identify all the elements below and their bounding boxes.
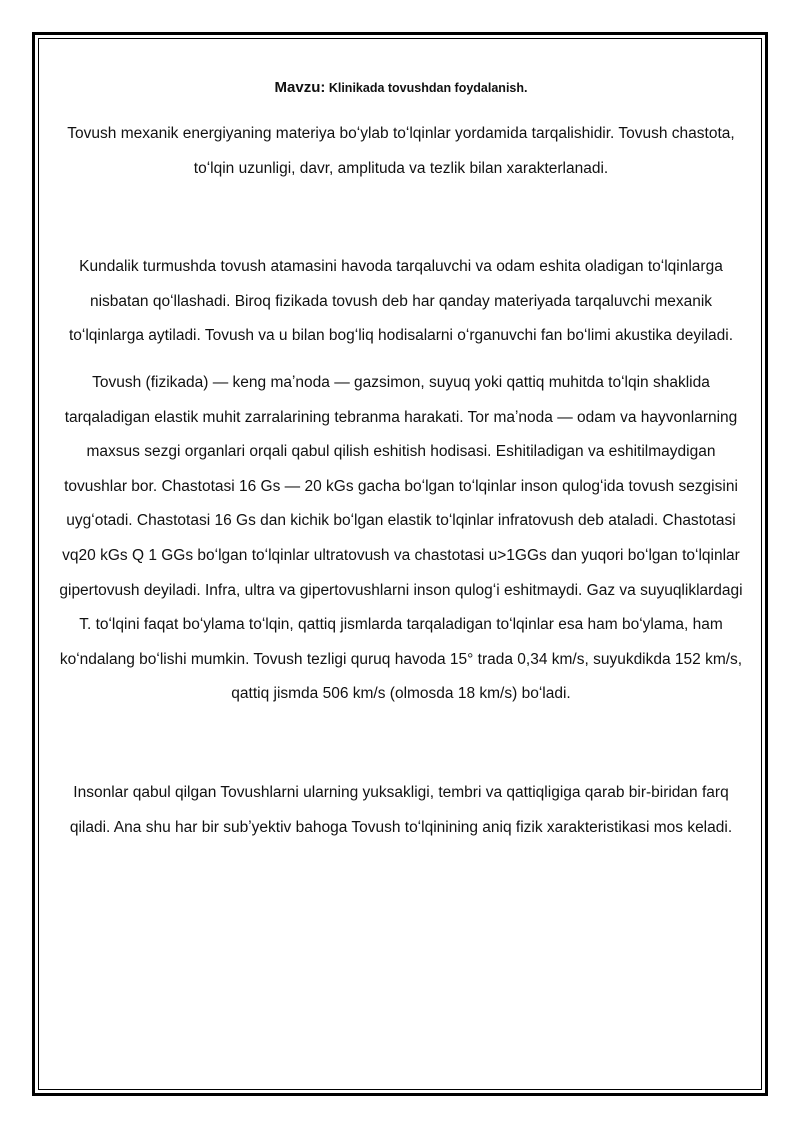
paragraph-everyday-usage: Kundalik turmushda tovush atamasini havoda tarqaluvchi va odam eshita oladigan toʻlqinlarga nisbatan qoʻllashadi. Biroq fizikada tovush deb har qanday materiyada tarqaluvchi mexanik toʻlqinlarga aytiladi. Tovush va u bilan bogʻliq hodisalarni oʻrganuvchi fan boʻlimi akustika deyiladi. xyxy=(68,258,734,345)
title-topic: Klinikada tovushdan foydalanish. xyxy=(325,81,528,95)
document-title xyxy=(56,76,746,99)
paragraph-intro: Tovush mexanik energiyaning materiya boʻylab toʻlqinlar yordamida tarqalishidir. Tovush chastota, toʻlqin uzunligi, davr, amplituda va tezlik bilan xarakterlanadi. xyxy=(67,125,735,177)
paragraph-perception: Insonlar qabul qilgan Tovushlarni ularning yuksakligi, tembri va qattiqligiga qarab bir-biridan farq qiladi. Ana shu har bir subʼyektiv bahoga Tovush toʻlqinining aniq fizik xarakteristikasi mos keladi. xyxy=(69,783,733,836)
document-body xyxy=(56,76,746,845)
title-prefix: Mavzu: xyxy=(274,79,326,96)
paragraph-physics-definition: Tovush (fizikada) — keng maʼnoda — gazsimon, suyuq yoki qattiq muhitda toʻlqin shaklida tarqaladigan elastik muhit zarralarining tebranma harakati. Tor maʼnoda — odam va hayvonlarning maxsus sezgi organlari orqali qabul qilish eshitish hodisasi. Eshitiladigan va eshitilmaydigan tovushlar bor. Chastotasi 16 Gs — 20 kGs gacha boʻlgan toʻlqinlar inson qulogʻida tovush sezgisini uygʻotadi. Chastotasi 16 Gs dan kichik boʻlgan elastik toʻlqinlar infratovush deb ataladi. Chastotasi vq20 kGs Q 1 GGs boʻlgan toʻlqinlar ultratovush va chastotasi u>1GGs dan yuqori boʻlgan toʻlqinlar gipertovush deyiladi. Infra, ultra va gipertovushlarni inson qulogʻi eshitmaydi. Gaz va suyuqliklardagi T. toʻlqini faqat boʻylama toʻlqin, qattiq jismlarda tarqaladigan toʻlqinlar esa ham boʻylama, ham koʻndalang boʻlishi mumkin. Tovush tezligi quruq havoda 15° trada 0,34 km/s, suyukdikda 152 km/s, qattiq jismda 506 km/s (olmosda 18 km/s) boʻladi. xyxy=(59,373,743,703)
